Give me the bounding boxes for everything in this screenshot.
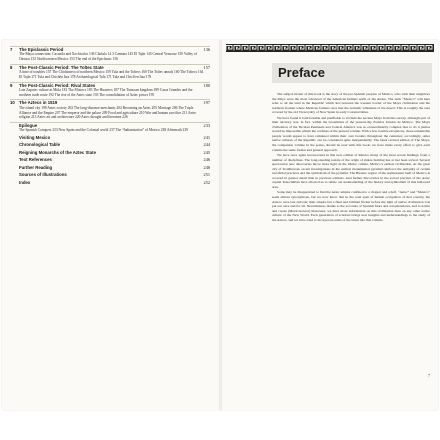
chapter-title: The Epiclassic Period [19, 47, 64, 52]
chapter-page-number: 233 [203, 122, 210, 128]
chapter-title: The Aztecs in 1519 [19, 100, 58, 106]
chapter-page-number: 244 [203, 142, 210, 148]
toc-entry [10, 142, 210, 147]
chapter-page-number: 252 [203, 179, 210, 185]
chapter-title: The Post-Classic Period: The Toltec State [19, 64, 104, 70]
chapter-subsections: Late Zapotec culture at Mitla 181 The Mixtecs 183 The Huastecs 187 The Tarascan kingdom 189 Casas Grandes and the northern trade route 192 The rise of the Aztec state 193 The consolidation of Aztec power 195 [19, 88, 193, 97]
toc-heading [10, 99, 210, 105]
chapter-title: Epilogue [19, 122, 38, 128]
chapter-page-number: 246 [203, 157, 210, 163]
toc-heading [10, 180, 210, 185]
toc-heading [10, 165, 210, 170]
chapter-number: 8 [10, 64, 13, 70]
preface-paragraph: We have once again incorporated in this new edition of Mexico many of the most recent findings, from a number of disciplines. The long-standing puzzle of the origin of maize farming has at last been solved. Several spectacular new discoveries throw more light on the Olmec culture, Mexico’s earliest civilization. At the great city of Teotihuacan, recent investigations in the earliest monumental pyramid reinforce the antiquity of certain sacrificial practices and the symbolism of the pyramid. The Huastec region of the northeastern Gulf of Mexico is covered in greater detail than in previous editions. And further discoveries in the sacred precinct of the Aztec capital Tenochtitlan have allowed us to refine our understanding of the history and symbolism of this hallowed area. [272, 153, 430, 189]
preface-title: Preface [278, 65, 325, 80]
chapter-subsections: A time of troubles 157 The Chichimecs of northern Mexico 159 Tula and the Toltecs 160 The Toltec annals 160 The Toltecs 164 El Tajín 171 Tula and Chichén Itza 178 Archaeological Tula 171 Tula and Chich'en Itza 178 [19, 70, 204, 79]
toc-entry [10, 82, 210, 98]
chapter-page-number: 241 [203, 135, 210, 141]
chapter-subsections: The Spanish Conquest 233 New Spain and the Colonial world 237 The “Indianization” of Mexico 238 Aftermath 239 [19, 128, 188, 133]
decorative-border-pattern [226, 44, 434, 52]
chapter-title: Chronological Table [19, 142, 60, 148]
chapter-title: Visiting Mexico [19, 135, 51, 141]
toc-entry [10, 122, 210, 133]
toc-heading [10, 172, 210, 177]
chapter-page-number: 136 [203, 47, 210, 52]
book-gutter [219, 40, 222, 410]
book-spread [2, 40, 438, 410]
toc-entry [10, 99, 210, 120]
toc-entry [10, 157, 210, 162]
toc-heading [10, 142, 210, 147]
chapter-title: Index [19, 179, 31, 185]
toc-heading [10, 46, 210, 52]
chapter-title: Reigning Monarchs of the Aztec State [19, 149, 96, 155]
page-number: 7 [428, 373, 430, 378]
chapter-page-number: 157 [203, 64, 210, 70]
toc-entry [10, 46, 210, 62]
preface-title-band [272, 63, 432, 83]
preface-paragraph: We have found it both feasible and justifiable to exclude the ancient Maya from this survey, although part of their territory was, in fact, within the boundaries of the present-day Estados Unidos de México. The Maya civilization of the Yucatan Peninsula and Central America was so extraordinarily complex that to do it justice would be impossible within the confines of the present volume. With a few notable exceptions, those remarkable people would appear to have remained within their own borders throughout the centuries; accordingly, other native cultures of the Republic can be considered quite independently. The latest revised edition of The Maya, the companion volume in the series, should be read with this book; we have made every effort to give each volume the same format and general approach. [272, 115, 430, 152]
chapter-page-number: 251 [203, 172, 210, 178]
chapter-subsections: The Maya connection: Cacaxtla and Xochicalco 136 Cholula 14.3 Cantona 145 El Tajín 145 Central Veracruz 150 Valley of Oaxaca 152 Northwestern Mexico 153 The end of the Epiclassic 156 [19, 52, 197, 62]
toc-heading [10, 122, 210, 128]
chapter-title: Text References [19, 157, 52, 163]
preface-paragraph: The subject matter of this book is the story of the pre-Spanish peoples of Mexico, who with their neighbors the Maya were the most advanced of the American Indians north of the Andes. The term “Mexico” will here refer to all the land in the Republic which lies between the western border of the Maya civilization and the northern frontier where Mexican farmers once met the nomadic tribesmen of the desert. This is roughly the area covered by the old Viceroyalty of New Spain in early Colonial times. [272, 92, 430, 115]
chapter-page-number: 197 [203, 100, 210, 106]
toc-entry [10, 150, 210, 155]
table-of-contents [10, 46, 210, 187]
toc-heading [10, 82, 210, 88]
chapter-title: Further Reading [19, 164, 53, 170]
toc-entry [10, 135, 210, 140]
chapter-title: Sources of Illustrations [19, 172, 67, 178]
chapter-page-number: 248 [203, 164, 210, 170]
toc-heading [10, 150, 210, 155]
toc-heading [10, 64, 210, 70]
toc-heading [10, 135, 210, 140]
toc-entry [10, 165, 210, 170]
chapter-number: 7 [10, 47, 13, 52]
chapter-subsections: The island city 198 Aztec society 202 The long-distance merchants 204 Becoming an Aztec 205 Marriage 206 The Triple Alliance and the Empire 207 The emperor and the palace 209 Food and agriculture 210 War and human sacrifice 211 Aztec religion 213 Aztec art and architecture 220 Aztec thought and literature 226 [19, 105, 197, 120]
chapter-page-number: 245 [203, 149, 210, 155]
chapter-number: 10 [10, 100, 15, 106]
toc-entry [10, 172, 210, 177]
preface-body [272, 92, 430, 397]
preface-paragraph: Some may be disappointed to find the Aztec empire confined to a chapter and a half. “Aztec” and “Mexico” seem almost synonymous, but we now know that in the total span of human occupation of that country, the Aztecs were late arrivals; their empire but a final and brilliant flicker before the light of native civilization was put out once and for all. Nevertheless, thanks to the accounts of Spanish friars and conquistadores, and to native and creole (Mexican-born) historians, we have more information on this civilization than on any other native culture of the New World. Each generation of scholars brings new insights and understandings to the study of the Aztecs, and we have tried to incorporate some of the latest into this volume. [272, 190, 430, 222]
toc-entry [10, 64, 210, 80]
toc-heading [10, 157, 210, 162]
toc-entry [10, 180, 210, 185]
chapter-page-number: 180 [203, 82, 210, 88]
chapter-title: The Post-Classic Period: Rival States [19, 82, 96, 88]
chapter-number: 9 [10, 82, 13, 88]
